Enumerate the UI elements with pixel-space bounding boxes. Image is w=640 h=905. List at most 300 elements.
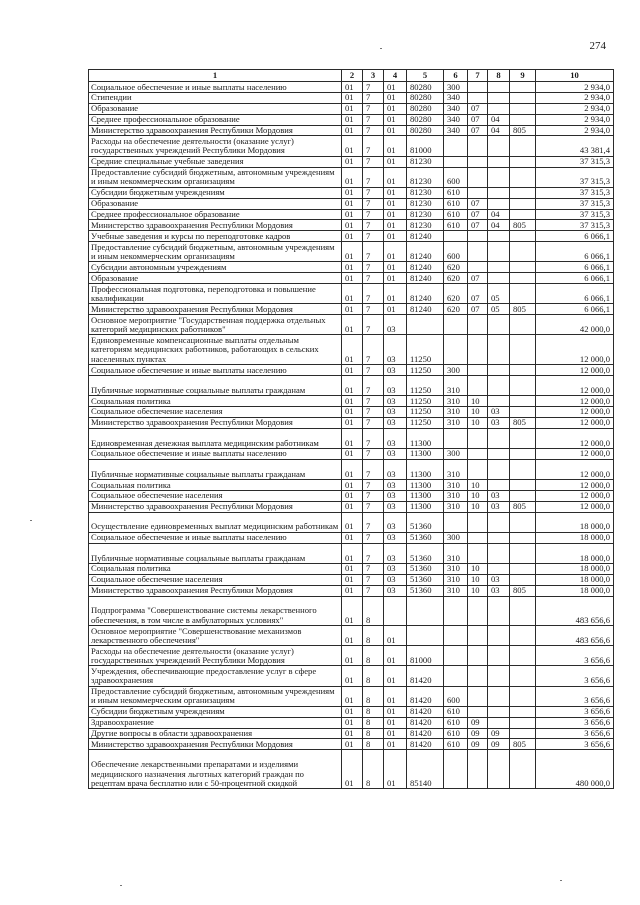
- code-cell: 310: [444, 543, 468, 563]
- code-cell: [510, 706, 536, 717]
- code-cell: 03: [488, 585, 510, 596]
- code-cell: [488, 706, 510, 717]
- code-cell: 01: [384, 92, 407, 103]
- code-cell: 310: [444, 479, 468, 490]
- table-row: [89, 479, 614, 490]
- code-cell: [488, 428, 510, 448]
- budget-table: [88, 69, 614, 789]
- code-cell: 81420: [407, 686, 444, 706]
- code-cell: [510, 459, 536, 479]
- code-cell: 81420: [407, 666, 444, 686]
- code-cell: 03: [384, 364, 407, 375]
- code-cell: 7: [363, 395, 384, 406]
- code-cell: 01: [384, 750, 407, 789]
- code-cell: 51360: [407, 574, 444, 585]
- scan-speck: [560, 880, 562, 881]
- code-cell: [444, 646, 468, 666]
- code-cell: 07: [468, 209, 488, 220]
- amount-cell: 12 000,0: [536, 375, 614, 395]
- code-cell: 03: [384, 574, 407, 585]
- code-cell: 01: [384, 242, 407, 262]
- code-cell: [468, 364, 488, 375]
- code-cell: 610: [444, 187, 468, 198]
- code-cell: 01: [342, 428, 363, 448]
- code-cell: [510, 156, 536, 167]
- code-cell: [510, 92, 536, 103]
- code-cell: 7: [363, 585, 384, 596]
- row-title: Предоставление субсидий бюджетным, автономным учреждениям и иным некоммерческим организациям: [89, 167, 342, 187]
- row-title: Подпрограмма "Совершенствование системы лекарственного обеспечения, в том числе в амбулаторных условиях": [89, 596, 342, 626]
- code-cell: 01: [342, 156, 363, 167]
- table-row: [89, 114, 614, 125]
- amount-cell: 18 000,0: [536, 574, 614, 585]
- code-cell: 03: [384, 532, 407, 543]
- code-cell: 01: [342, 187, 363, 198]
- code-cell: [468, 686, 488, 706]
- code-cell: 01: [342, 448, 363, 459]
- code-cell: 7: [363, 532, 384, 543]
- code-cell: 03: [488, 501, 510, 512]
- table-row: [89, 574, 614, 585]
- code-cell: 8: [363, 750, 384, 789]
- code-cell: 310: [444, 563, 468, 574]
- code-cell: 610: [444, 198, 468, 209]
- code-cell: 01: [342, 284, 363, 304]
- code-cell: 01: [342, 739, 363, 750]
- code-cell: 81230: [407, 156, 444, 167]
- code-cell: 610: [444, 717, 468, 728]
- code-cell: 11300: [407, 459, 444, 479]
- code-cell: [488, 750, 510, 789]
- code-cell: [468, 626, 488, 646]
- amount-cell: 12 000,0: [536, 490, 614, 501]
- header-cell: 5: [407, 70, 444, 82]
- code-cell: [468, 428, 488, 448]
- code-cell: 01: [342, 666, 363, 686]
- code-cell: 11300: [407, 490, 444, 501]
- code-cell: 80280: [407, 92, 444, 103]
- row-title: Субсидии бюджетным учреждениям: [89, 706, 342, 717]
- table-row: [89, 666, 614, 686]
- code-cell: [510, 428, 536, 448]
- code-cell: 01: [342, 479, 363, 490]
- amount-cell: 18 000,0: [536, 543, 614, 563]
- code-cell: [468, 315, 488, 335]
- code-cell: [510, 209, 536, 220]
- code-cell: 7: [363, 114, 384, 125]
- code-cell: 8: [363, 666, 384, 686]
- table-row: [89, 706, 614, 717]
- code-cell: 340: [444, 92, 468, 103]
- code-cell: 7: [363, 512, 384, 532]
- code-cell: 81240: [407, 242, 444, 262]
- row-title: Социальная политика: [89, 563, 342, 574]
- code-cell: 03: [384, 501, 407, 512]
- code-cell: [488, 375, 510, 395]
- code-cell: 01: [342, 304, 363, 315]
- code-cell: 7: [363, 479, 384, 490]
- amount-cell: 2 934,0: [536, 82, 614, 93]
- code-cell: [488, 364, 510, 375]
- code-cell: 03: [488, 574, 510, 585]
- code-cell: [488, 395, 510, 406]
- row-title: Субсидии автономным учреждениям: [89, 262, 342, 273]
- code-cell: 01: [342, 136, 363, 156]
- code-cell: [488, 82, 510, 93]
- amount-cell: 483 656,6: [536, 626, 614, 646]
- code-cell: [488, 543, 510, 563]
- table-row: [89, 364, 614, 375]
- code-cell: [444, 596, 468, 626]
- table-row: [89, 501, 614, 512]
- row-title: Обеспечение лекарственными препаратами и изделиями медицинского назначения льготных категорий граждан по рецептам врача бесплатно или с 50-процентной скидкой: [89, 750, 342, 789]
- code-cell: [488, 686, 510, 706]
- code-cell: 7: [363, 501, 384, 512]
- code-cell: 01: [342, 532, 363, 543]
- table-row: [89, 512, 614, 532]
- code-cell: [468, 596, 488, 626]
- code-cell: 07: [468, 273, 488, 284]
- row-title: Субсидии бюджетным учреждениям: [89, 187, 342, 198]
- code-cell: 7: [363, 82, 384, 93]
- code-cell: 310: [444, 490, 468, 501]
- code-cell: 340: [444, 114, 468, 125]
- code-cell: [488, 242, 510, 262]
- code-cell: 01: [384, 666, 407, 686]
- code-cell: 01: [342, 92, 363, 103]
- code-cell: [510, 563, 536, 574]
- code-cell: 10: [468, 417, 488, 428]
- code-cell: [468, 156, 488, 167]
- code-cell: 8: [363, 646, 384, 666]
- code-cell: [510, 626, 536, 646]
- code-cell: 03: [384, 448, 407, 459]
- code-cell: 300: [444, 448, 468, 459]
- code-cell: 7: [363, 459, 384, 479]
- table-row: [89, 563, 614, 574]
- code-cell: 01: [342, 563, 363, 574]
- code-cell: 805: [510, 739, 536, 750]
- code-cell: 310: [444, 501, 468, 512]
- amount-cell: 12 000,0: [536, 428, 614, 448]
- amount-cell: 18 000,0: [536, 563, 614, 574]
- code-cell: 01: [384, 739, 407, 750]
- code-cell: 01: [384, 626, 407, 646]
- row-title: Публичные нормативные социальные выплаты гражданам: [89, 459, 342, 479]
- amount-cell: 18 000,0: [536, 512, 614, 532]
- code-cell: 01: [342, 728, 363, 739]
- amount-cell: 12 000,0: [536, 448, 614, 459]
- code-cell: 300: [444, 532, 468, 543]
- code-cell: 01: [342, 750, 363, 789]
- code-cell: [468, 375, 488, 395]
- code-cell: 7: [363, 209, 384, 220]
- amount-cell: 37 315,3: [536, 198, 614, 209]
- code-cell: 7: [363, 220, 384, 231]
- code-cell: [488, 136, 510, 156]
- code-cell: 01: [342, 585, 363, 596]
- code-cell: [510, 242, 536, 262]
- code-cell: 51360: [407, 532, 444, 543]
- code-cell: 7: [363, 273, 384, 284]
- code-cell: [510, 666, 536, 686]
- table-row: [89, 198, 614, 209]
- code-cell: 80280: [407, 82, 444, 93]
- table-row: [89, 585, 614, 596]
- code-cell: 7: [363, 125, 384, 136]
- amount-cell: 12 000,0: [536, 395, 614, 406]
- table-row: [89, 335, 614, 365]
- code-cell: 09: [468, 728, 488, 739]
- code-cell: 03: [488, 406, 510, 417]
- amount-cell: 37 315,3: [536, 220, 614, 231]
- row-title: Министерство здравоохранения Республики Мордовия: [89, 585, 342, 596]
- row-title: Социальное обеспечение и иные выплаты населению: [89, 364, 342, 375]
- code-cell: 310: [444, 459, 468, 479]
- code-cell: [468, 242, 488, 262]
- row-title: Профессиональная подготовка, переподготовка и повышение квалификации: [89, 284, 342, 304]
- code-cell: [488, 459, 510, 479]
- code-cell: 8: [363, 728, 384, 739]
- code-cell: [510, 187, 536, 198]
- code-cell: 340: [444, 103, 468, 114]
- code-cell: 51360: [407, 585, 444, 596]
- code-cell: 03: [384, 585, 407, 596]
- header-cell: 3: [363, 70, 384, 82]
- table-row: [89, 304, 614, 315]
- code-cell: 51360: [407, 543, 444, 563]
- amount-cell: 480 000,0: [536, 750, 614, 789]
- row-title: Основное мероприятие "Совершенствование механизмов лекарственного обеспечения": [89, 626, 342, 646]
- table-row: [89, 728, 614, 739]
- row-title: Министерство здравоохранения Республики Мордовия: [89, 417, 342, 428]
- table-row: [89, 262, 614, 273]
- code-cell: 11250: [407, 335, 444, 365]
- code-cell: 7: [363, 417, 384, 428]
- code-cell: 01: [342, 125, 363, 136]
- code-cell: 01: [342, 220, 363, 231]
- code-cell: 7: [363, 490, 384, 501]
- code-cell: [510, 114, 536, 125]
- amount-cell: 12 000,0: [536, 335, 614, 365]
- code-cell: 610: [444, 220, 468, 231]
- header-cell: 1: [89, 70, 342, 82]
- code-cell: [510, 448, 536, 459]
- code-cell: [468, 187, 488, 198]
- code-cell: 610: [444, 706, 468, 717]
- table-row: [89, 417, 614, 428]
- table-row: [89, 284, 614, 304]
- code-cell: 81000: [407, 646, 444, 666]
- code-cell: 620: [444, 284, 468, 304]
- code-cell: [468, 136, 488, 156]
- code-cell: 51360: [407, 512, 444, 532]
- table-row: [89, 273, 614, 284]
- row-title: Осуществление единовременных выплат медицинским работникам: [89, 512, 342, 532]
- amount-cell: 2 934,0: [536, 92, 614, 103]
- code-cell: [468, 231, 488, 242]
- code-cell: 7: [363, 167, 384, 187]
- code-cell: [488, 231, 510, 242]
- code-cell: 10: [468, 501, 488, 512]
- amount-cell: 6 066,1: [536, 273, 614, 284]
- code-cell: 10: [468, 585, 488, 596]
- amount-cell: 6 066,1: [536, 231, 614, 242]
- code-cell: 03: [488, 417, 510, 428]
- header-cell: 10: [536, 70, 614, 82]
- row-title: Образование: [89, 198, 342, 209]
- code-cell: 10: [468, 563, 488, 574]
- amount-cell: 3 656,6: [536, 686, 614, 706]
- row-title: Единовременная денежная выплата медицинским работникам: [89, 428, 342, 448]
- code-cell: 805: [510, 220, 536, 231]
- code-cell: [488, 717, 510, 728]
- code-cell: 01: [342, 262, 363, 273]
- code-cell: 01: [384, 125, 407, 136]
- code-cell: 04: [488, 125, 510, 136]
- code-cell: 11250: [407, 375, 444, 395]
- code-cell: 01: [384, 103, 407, 114]
- code-cell: 81420: [407, 717, 444, 728]
- code-cell: 03: [384, 490, 407, 501]
- code-cell: 07: [468, 198, 488, 209]
- code-cell: [444, 750, 468, 789]
- table-row: [89, 739, 614, 750]
- code-cell: 09: [488, 739, 510, 750]
- scan-speck: [380, 48, 382, 49]
- page-number: 274: [589, 40, 606, 52]
- code-cell: 11250: [407, 395, 444, 406]
- code-cell: 8: [363, 686, 384, 706]
- scan-speck: [30, 520, 32, 521]
- code-cell: 81420: [407, 728, 444, 739]
- code-cell: 80280: [407, 114, 444, 125]
- table-row: [89, 395, 614, 406]
- table-row: [89, 187, 614, 198]
- code-cell: 11250: [407, 364, 444, 375]
- code-cell: 7: [363, 198, 384, 209]
- code-cell: [488, 187, 510, 198]
- amount-cell: 2 934,0: [536, 114, 614, 125]
- table-row: [89, 242, 614, 262]
- code-cell: [468, 335, 488, 365]
- header-cell: 9: [510, 70, 536, 82]
- code-cell: 09: [468, 717, 488, 728]
- row-title: Средние специальные учебные заведения: [89, 156, 342, 167]
- table-row: [89, 428, 614, 448]
- code-cell: 01: [342, 459, 363, 479]
- amount-cell: 12 000,0: [536, 417, 614, 428]
- amount-cell: 37 315,3: [536, 209, 614, 220]
- code-cell: 03: [384, 335, 407, 365]
- code-cell: 07: [468, 220, 488, 231]
- code-cell: [510, 103, 536, 114]
- code-cell: [510, 574, 536, 585]
- code-cell: [468, 459, 488, 479]
- code-cell: 10: [468, 574, 488, 585]
- code-cell: 01: [342, 364, 363, 375]
- table-row: [89, 717, 614, 728]
- code-cell: 03: [488, 490, 510, 501]
- table-row: [89, 156, 614, 167]
- code-cell: 03: [384, 512, 407, 532]
- row-title: Предоставление субсидий бюджетным, автономным учреждениям и иным некоммерческим организациям: [89, 242, 342, 262]
- amount-cell: 3 656,6: [536, 728, 614, 739]
- code-cell: 7: [363, 231, 384, 242]
- code-cell: [488, 512, 510, 532]
- code-cell: 01: [384, 706, 407, 717]
- code-cell: 03: [384, 459, 407, 479]
- code-cell: [510, 596, 536, 626]
- row-title: Социальное обеспечение и иные выплаты населению: [89, 448, 342, 459]
- code-cell: [444, 136, 468, 156]
- amount-cell: 37 315,3: [536, 167, 614, 187]
- code-cell: 01: [342, 209, 363, 220]
- code-cell: 7: [363, 335, 384, 365]
- amount-cell: 37 315,3: [536, 156, 614, 167]
- code-cell: 01: [384, 231, 407, 242]
- code-cell: 07: [468, 114, 488, 125]
- row-title: Социальное обеспечение и иные выплаты населению: [89, 532, 342, 543]
- code-cell: 10: [468, 490, 488, 501]
- code-cell: 01: [384, 686, 407, 706]
- table-row: [89, 543, 614, 563]
- code-cell: 81240: [407, 304, 444, 315]
- code-cell: 01: [342, 490, 363, 501]
- code-cell: [488, 273, 510, 284]
- code-cell: 07: [468, 125, 488, 136]
- row-title: Социальное обеспечение населения: [89, 406, 342, 417]
- code-cell: 01: [342, 167, 363, 187]
- header-row: [89, 70, 614, 82]
- table-row: [89, 209, 614, 220]
- table-row: [89, 375, 614, 395]
- code-cell: [468, 262, 488, 273]
- table-row: [89, 596, 614, 626]
- row-title: Среднее профессиональное образование: [89, 114, 342, 125]
- amount-cell: 3 656,6: [536, 666, 614, 686]
- code-cell: 81420: [407, 739, 444, 750]
- code-cell: [468, 750, 488, 789]
- table-row: [89, 92, 614, 103]
- row-title: Министерство здравоохранения Республики Мордовия: [89, 220, 342, 231]
- code-cell: 10: [468, 395, 488, 406]
- code-cell: [510, 395, 536, 406]
- row-title: Стипендии: [89, 92, 342, 103]
- code-cell: 01: [342, 103, 363, 114]
- table-row: [89, 459, 614, 479]
- code-cell: 01: [342, 574, 363, 585]
- code-cell: 01: [342, 717, 363, 728]
- code-cell: [444, 315, 468, 335]
- row-title: Социальная политика: [89, 395, 342, 406]
- row-title: Министерство здравоохранения Республики Мордовия: [89, 739, 342, 750]
- table-row: [89, 626, 614, 646]
- header-cell: 8: [488, 70, 510, 82]
- code-cell: 07: [468, 103, 488, 114]
- code-cell: 11250: [407, 406, 444, 417]
- code-cell: [510, 273, 536, 284]
- code-cell: 8: [363, 739, 384, 750]
- table-row: [89, 532, 614, 543]
- code-cell: 11300: [407, 501, 444, 512]
- code-cell: 7: [363, 136, 384, 156]
- code-cell: [468, 646, 488, 666]
- table-row: [89, 448, 614, 459]
- code-cell: [510, 728, 536, 739]
- row-title: Социальная политика: [89, 479, 342, 490]
- code-cell: 01: [384, 646, 407, 666]
